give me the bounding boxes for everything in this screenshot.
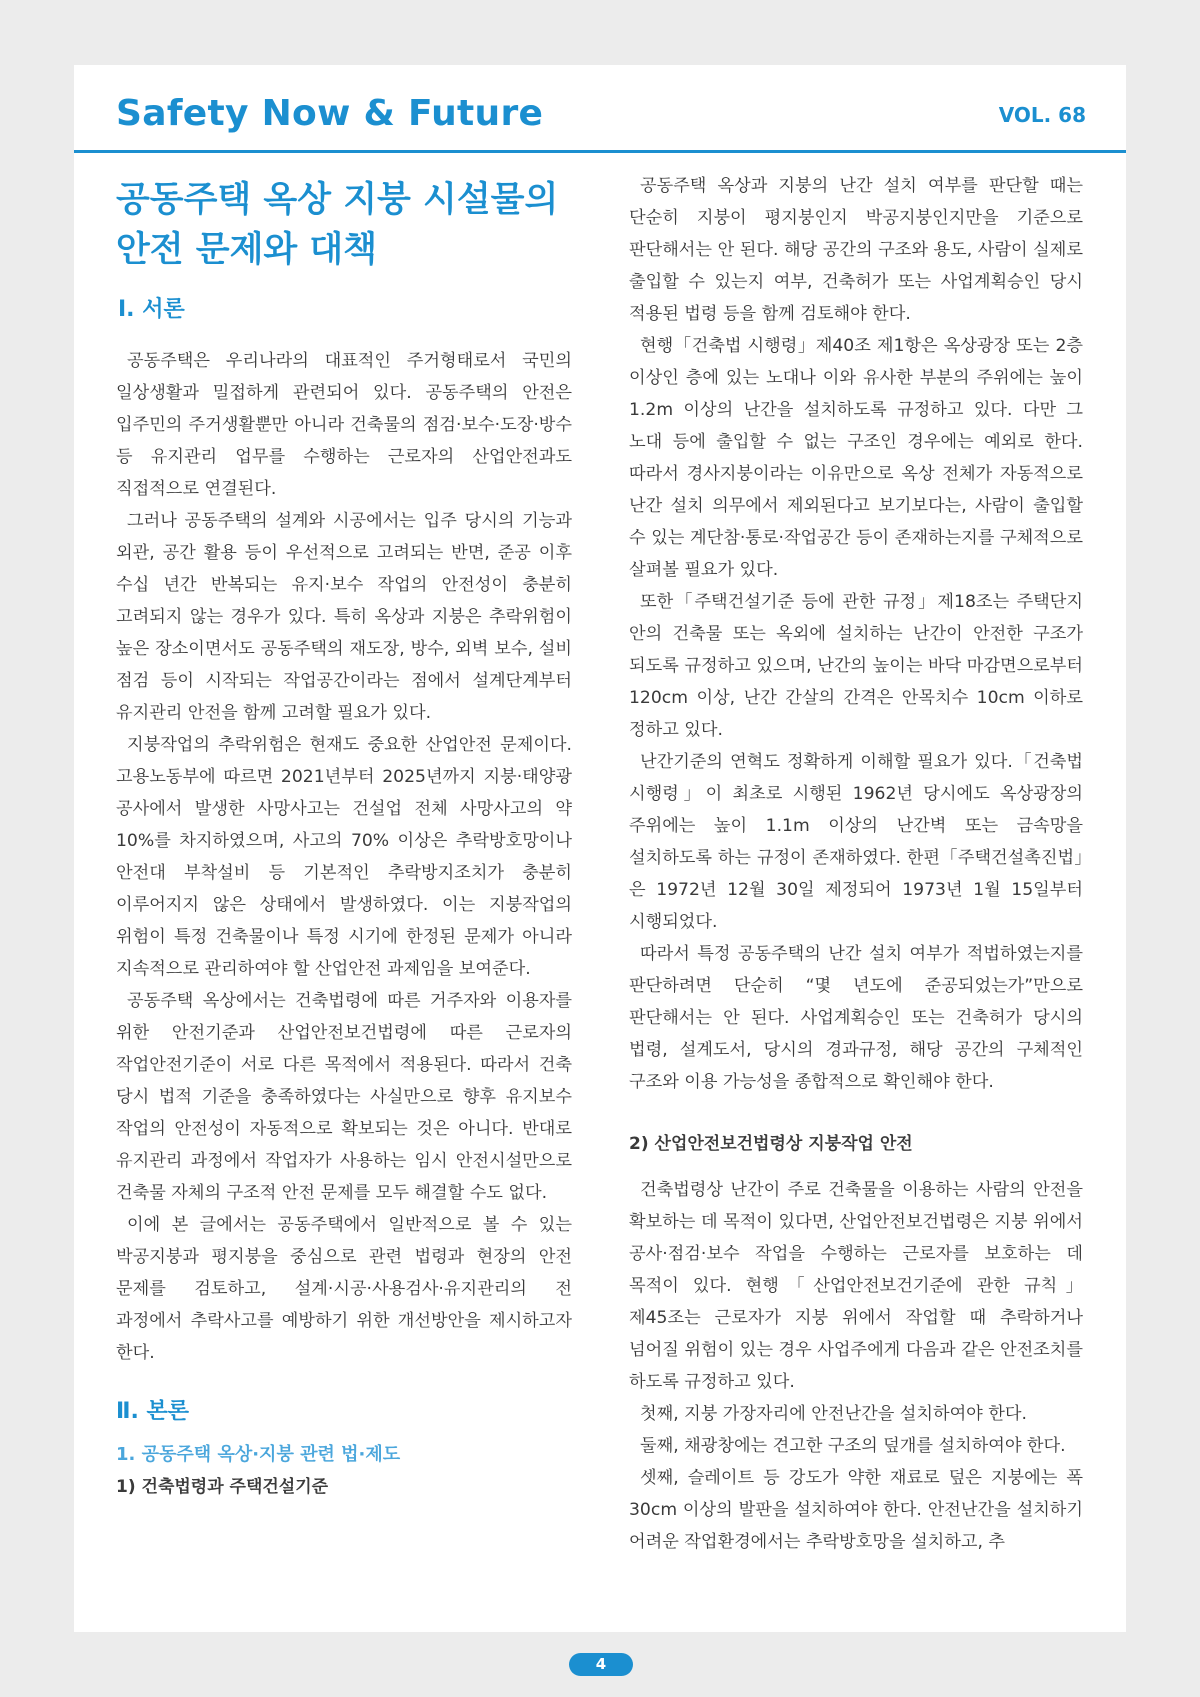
body-paragraph: 현행「건축법 시행령」제40조 제1항은 옥상광장 또는 2층 이상인 층에 있는 노대나 이와 유사한 부분의 주위에는 높이 1.2m 이상의 난간을 설치하도록 규정하고 있다. 다만 그 노대 등에 출입할 수 없는 구조인 경우에는 예외로 한다. 따라서 경사지붕이라는 이유만으로 옥상 전체가 자동적으로 난간 설치 의무에서 제외된다고 보기보다는, 사람이 출입할 수 있는 계단참·통로·작업공간 등이 존재하는지를 구체적으로 살펴볼 필요가 있다. xyxy=(629,336,1083,580)
body-paragraph: 공동주택은 우리나라의 대표적인 주거형태로서 국민의 일상생활과 밀접하게 관련되어 있다. 공동주택의 안전은 입주민의 주거생활뿐만 아니라 건축물의 점검·보수·도장·방수 등 유지관리 업무를 수행하는 근로자의 산업안전과도 직접적으로 연결된다. xyxy=(116,351,572,499)
body-paragraph: 이에 본 글에서는 공동주택에서 일반적으로 볼 수 있는 박공지붕과 평지붕을 중심으로 관련 법령과 현장의 안전 문제를 검토하고, 설계·시공·사용검사·유지관리의 전 과정에서 추락사고를 예방하기 위한 개선방안을 제시하고자 한다. xyxy=(116,1215,572,1363)
body-paragraph: 따라서 특정 공동주택의 난간 설치 여부가 적법하였는지를 판단하려면 단순히 “몇 년도에 준공되었는가”만으로 판단해서는 안 된다. 사업계획승인 또는 건축허가 당시의 법령, 설계도서, 당시의 경과규정, 해당 공간의 구체적인 구조와 이용 가능성을 종합적으로 확인해야 한다. xyxy=(629,944,1083,1092)
header-divider xyxy=(74,150,1126,153)
body-paragraph: 그러나 공동주택의 설계와 시공에서는 입주 당시의 기능과 외관, 공간 활용 등이 우선적으로 고려되는 반면, 준공 이후 수십 년간 반복되는 유지·보수 작업의 안전성이 충분히 고려되지 않는 경우가 있다. 특히 옥상과 지붕은 추락위험이 높은 장소이면서도 공동주택의 재도장, 방수, 외벽 보수, 설비 점검 등이 시작되는 작업공간이라는 점에서 설계단계부터 유지관리 안전을 함께 고려할 필요가 있다. xyxy=(116,511,572,723)
article-title: 공동주택 옥상 지붕 시설물의 안전 문제와 대책 xyxy=(116,180,559,270)
list-item: 둘째, 채광창에는 견고한 구조의 덮개를 설치하여야 한다. xyxy=(640,1436,1066,1456)
list-item: 첫째, 지붕 가장자리에 안전난간을 설치하여야 한다. xyxy=(640,1404,1027,1424)
body-paragraph: 건축법령상 난간이 주로 건축물을 이용하는 사람의 안전을 확보하는 데 목적이 있다면, 산업안전보건법령은 지붕 위에서 공사·점검·보수 작업을 수행하는 근로자를 보호하는 데 목적이 있다. 현행「산업안전보건기준에 관한 규칙」제45조는 근로자가 지붕 위에서 작업할 때 추락하거나 넘어질 위험이 있는 경우 사업주에게 다음과 같은 안전조치를 하도록 규정하고 있다. xyxy=(629,1180,1083,1392)
volume-number: VOL. 68 xyxy=(998,103,1086,127)
body-paragraph: 공동주택 옥상에서는 건축법령에 따른 거주자와 이용자를 위한 안전기준과 산업안전보건법령에 따른 근로자의 작업안전기준이 서로 다른 목적에서 적용된다. 따라서 건축 당시 법적 기준을 충족하였다는 사실만으로 향후 유지보수 작업의 안전성이 자동적으로 확보되는 것은 아니다. 반대로 유지관리 과정에서 작업자가 사용하는 임시 안전시설만으로 건축물 자체의 구조적 안전 문제를 모두 해결할 수도 없다. xyxy=(116,991,572,1203)
body-paragraph: 공동주택 옥상과 지붕의 난간 설치 여부를 판단할 때는 단순히 지붕이 평지붕인지 박공지붕인지만을 기준으로 판단해서는 안 된다. 해당 공간의 구조와 용도, 사람이 실제로 출입할 수 있는지 여부, 건축허가 또는 사업계획승인 당시 적용된 법령 등을 함께 검토해야 한다. xyxy=(629,176,1083,324)
document-page xyxy=(74,65,1126,1632)
body-paragraph: 또한「주택건설기준 등에 관한 규정」제18조는 주택단지 안의 건축물 또는 옥외에 설치하는 난간이 안전한 구조가 되도록 규정하고 있으며, 난간의 높이는 바닥 마감면으로부터 120cm 이상, 난간 간살의 간격은 안목치수 10cm 이하로 정하고 있다. xyxy=(629,592,1083,740)
subsubsection-heading: 2) 산업안전보건법령상 지붕작업 안전 xyxy=(629,1134,913,1154)
subsubsection-heading: 1) 건축법령과 주택건설기준 xyxy=(116,1477,329,1497)
masthead xyxy=(116,91,1086,139)
subsection-heading: 1. 공동주택 옥상·지붕 관련 법·제도 xyxy=(116,1444,401,1465)
body-paragraph: 지붕작업의 추락위험은 현재도 중요한 산업안전 문제이다. 고용노동부에 따르면 2021년부터 2025년까지 지붕·태양광 공사에서 발생한 사망사고는 건설업 전체 사망사고의 약 10%를 차지하였으며, 사고의 70% 이상은 추락방호망이나 안전대 부착설비 등 기본적인 추락방지조치가 충분히 이루어지지 않은 상태에서 발생하였다. 이는 지붕작업의 위험이 특정 건축물이나 특정 시기에 한정된 문제가 아니라 지속적으로 관리하여야 할 산업안전 과제임을 보여준다. xyxy=(116,735,572,979)
magazine-title: Safety Now & Future xyxy=(116,93,544,134)
left-column xyxy=(116,170,572,1503)
body-paragraph: 난간기준의 연혁도 정확하게 이해할 필요가 있다.「건축법 시행령」이 최초로 시행된 1962년 당시에도 옥상광장의 주위에는 높이 1.1m 이상의 난간벽 또는 금속망을 설치하도록 하는 규정이 존재하였다. 한편「주택건설촉진법」은 1972년 12월 30일 제정되어 1973년 1월 15일부터 시행되었다. xyxy=(629,752,1083,932)
right-column xyxy=(629,170,1083,1558)
page-number-badge: 4 xyxy=(569,1653,633,1676)
section-heading-introduction: Ⅰ. 서론 xyxy=(118,297,185,322)
list-item: 셋째, 슬레이트 등 강도가 약한 재료로 덮은 지붕에는 폭 30cm 이상의 발판을 설치하여야 한다. 안전난간을 설치하기 어려운 작업환경에서는 추락방호망을 설치하고, 추 xyxy=(629,1468,1083,1552)
section-heading-main: Ⅱ. 본론 xyxy=(116,1399,190,1424)
